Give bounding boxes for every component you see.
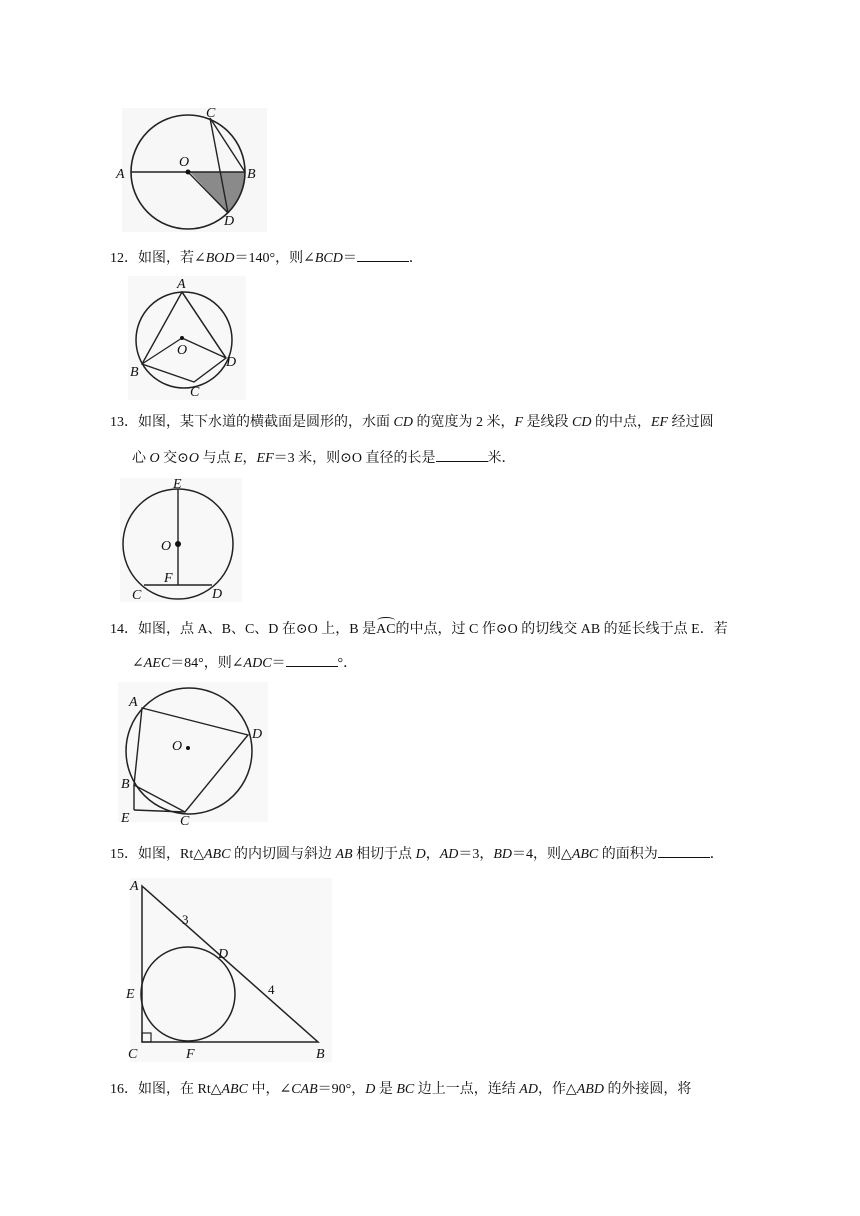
q13-var: E bbox=[233, 451, 243, 466]
q13-text: 是线段 bbox=[523, 415, 573, 430]
q13-var: CD bbox=[572, 415, 592, 430]
answer-blank[interactable] bbox=[658, 843, 710, 858]
q16-text: 中，∠ bbox=[247, 1082, 292, 1097]
q13-var: O bbox=[149, 451, 160, 466]
q12-text: ＝140°，则∠ bbox=[234, 251, 315, 266]
label-o: O bbox=[177, 343, 188, 358]
q15-text: 相切于点 bbox=[352, 847, 416, 862]
q13-text: 的中点， bbox=[591, 415, 651, 430]
question-number: 12． bbox=[110, 251, 138, 266]
q12-text: ． bbox=[408, 251, 423, 266]
q15-text: ＝3， bbox=[458, 847, 494, 862]
label-b: B bbox=[316, 1047, 325, 1062]
figure-q15 bbox=[118, 872, 338, 1062]
q15-var: AB bbox=[335, 847, 353, 862]
q12-text: 如图，若∠ bbox=[138, 251, 206, 266]
label-b: B bbox=[130, 365, 139, 380]
answer-blank[interactable] bbox=[357, 247, 409, 262]
label-c: C bbox=[206, 106, 216, 121]
q15-var: ABC bbox=[204, 847, 231, 862]
label-e: E bbox=[173, 477, 182, 492]
figure-bg bbox=[128, 276, 246, 400]
q15-text: 如图， bbox=[138, 847, 180, 862]
label-a: A bbox=[116, 167, 125, 182]
figure-bg bbox=[130, 878, 332, 1062]
q15-var: D bbox=[415, 847, 426, 862]
q16-var: AD bbox=[519, 1082, 538, 1097]
q16-text: 边上一点，连结 bbox=[414, 1082, 520, 1097]
q15-var: BD bbox=[493, 847, 513, 862]
question-13-line-2 bbox=[132, 447, 516, 469]
answer-blank[interactable] bbox=[436, 447, 488, 462]
q14-text: 如图，点 A、B、C、D 在⊙O 上，B 是 bbox=[138, 622, 377, 637]
label-e: E bbox=[121, 811, 130, 826]
figure-bg bbox=[120, 478, 242, 602]
figure-q15-svg bbox=[118, 872, 338, 1062]
label-d: D bbox=[226, 355, 237, 370]
q16-var: BC bbox=[396, 1082, 415, 1097]
figure-q14 bbox=[116, 680, 276, 829]
length-ad: 3 bbox=[182, 912, 189, 927]
q12-angle-bod: BOD bbox=[205, 251, 235, 266]
label-f: F bbox=[186, 1047, 195, 1062]
q16-text: ，作△ bbox=[537, 1082, 577, 1097]
label-d: D bbox=[252, 727, 263, 742]
label-e: E bbox=[126, 987, 135, 1002]
q13-text: 心 bbox=[132, 451, 150, 466]
q16-var: ABD bbox=[576, 1082, 604, 1097]
q16-text: 的外接圆，将 bbox=[603, 1082, 692, 1097]
q13-var: EF bbox=[650, 415, 669, 430]
q13-text: 如图，某下水道的横截面是圆形的，水面 bbox=[138, 415, 394, 430]
label-o: O bbox=[179, 155, 190, 170]
figure-q12 bbox=[122, 272, 252, 402]
figure-q11 bbox=[112, 100, 272, 235]
q13-var: O bbox=[188, 451, 199, 466]
label-f: F bbox=[164, 571, 173, 586]
q13-text: 经过圆 bbox=[668, 415, 714, 430]
q12-angle-bcd: BCD bbox=[314, 251, 343, 266]
label-b: B bbox=[121, 777, 130, 792]
q15-var: ABC bbox=[571, 847, 599, 862]
q12-text: ＝ bbox=[342, 251, 357, 266]
label-a: A bbox=[129, 695, 138, 710]
question-number: 15． bbox=[110, 847, 138, 862]
q15-var: AD bbox=[439, 847, 459, 862]
q16-text: 是 bbox=[375, 1082, 397, 1097]
q13-text: ， bbox=[242, 451, 257, 466]
label-c: C bbox=[180, 814, 190, 829]
q16-var: CAB bbox=[291, 1082, 318, 1097]
figure-q11-svg bbox=[112, 100, 272, 235]
arc-ac: AC bbox=[376, 620, 395, 640]
label-a: A bbox=[177, 277, 186, 292]
question-number: 16． bbox=[110, 1082, 138, 1097]
question-number: 14． bbox=[110, 622, 138, 637]
label-c: C bbox=[190, 385, 200, 400]
figure-q13 bbox=[118, 474, 248, 604]
question-12 bbox=[110, 247, 423, 269]
q16-text: 如图，在 Rt△ bbox=[138, 1082, 222, 1097]
label-a: A bbox=[130, 879, 139, 894]
length-bd: 4 bbox=[268, 982, 275, 997]
answer-blank[interactable] bbox=[286, 652, 338, 667]
center-point bbox=[186, 746, 190, 750]
question-number: 13． bbox=[110, 415, 138, 430]
q16-text: ＝90°， bbox=[317, 1082, 366, 1097]
question-14-line-2 bbox=[132, 652, 357, 674]
q15-text: ． bbox=[709, 847, 724, 862]
q13-text: 的宽度为 2 米， bbox=[412, 415, 515, 430]
q13-text: ＝3 米，则⊙O 直径的长是 bbox=[273, 451, 436, 466]
q14-angle-adc: ADC bbox=[243, 656, 272, 671]
label-o: O bbox=[172, 739, 183, 754]
q16-var: D bbox=[365, 1082, 376, 1097]
q14-text: °． bbox=[337, 656, 358, 671]
figure-q14-svg bbox=[116, 680, 276, 829]
question-16 bbox=[110, 1080, 691, 1100]
q15-text: 的面积为 bbox=[598, 847, 658, 862]
q14-angle-aec: AEC bbox=[143, 656, 171, 671]
center-point bbox=[186, 170, 191, 175]
label-d: D bbox=[224, 214, 235, 229]
label-o: O bbox=[161, 539, 172, 554]
question-15 bbox=[110, 843, 724, 865]
label-d: D bbox=[218, 947, 229, 962]
q13-var: F bbox=[514, 415, 524, 430]
question-13-line-1 bbox=[110, 413, 714, 433]
q14-text: ＝ bbox=[271, 656, 286, 671]
q14-text: ＝84°，则∠ bbox=[170, 656, 244, 671]
q15-text: Rt△ bbox=[180, 847, 204, 862]
center-point bbox=[180, 336, 184, 340]
q15-text: 的内切圆与斜边 bbox=[230, 847, 336, 862]
q13-var: CD bbox=[393, 415, 413, 430]
figure-bg bbox=[118, 682, 268, 822]
q13-var: EF bbox=[256, 451, 274, 466]
label-b: B bbox=[247, 167, 256, 182]
q14-text: ∠ bbox=[132, 656, 144, 671]
q13-text: 米． bbox=[487, 451, 516, 466]
q14-text: 的中点，过 C 作⊙O 的切线交 AB 的延长线于点 E．若 bbox=[395, 622, 728, 637]
center-point bbox=[175, 541, 181, 547]
figure-q13-svg bbox=[118, 474, 248, 604]
label-c: C bbox=[132, 588, 142, 603]
q15-text: ＝4，则△ bbox=[512, 847, 572, 862]
q15-text: ， bbox=[425, 847, 440, 862]
question-14-line-1 bbox=[110, 620, 728, 640]
label-c: C bbox=[128, 1047, 138, 1062]
q13-text: 与点 bbox=[198, 451, 234, 466]
figure-q12-svg bbox=[122, 272, 252, 402]
label-d: D bbox=[212, 587, 223, 602]
q13-text: 交⊙ bbox=[159, 451, 189, 466]
q16-var: ABC bbox=[221, 1082, 248, 1097]
